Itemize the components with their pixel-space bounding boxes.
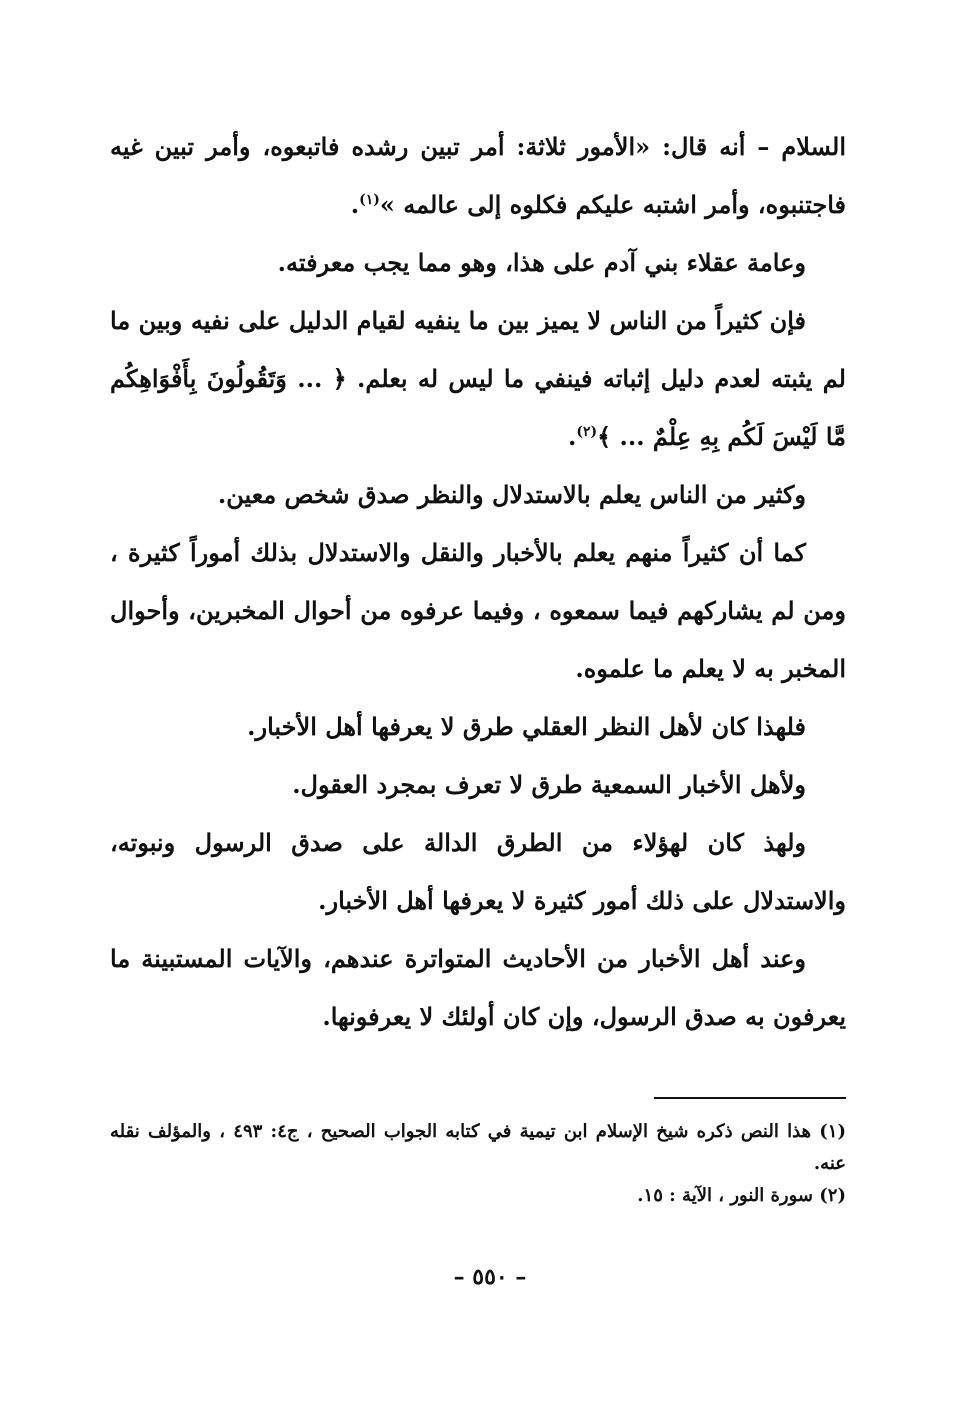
paragraph-text: فلهذا كان لأهل النظر العقلي طرق لا يعرفها أهل الأخبار. bbox=[247, 712, 806, 741]
paragraph bbox=[110, 698, 846, 756]
paragraph bbox=[110, 118, 846, 234]
paragraph-tail: . bbox=[567, 422, 577, 451]
paragraph bbox=[110, 234, 846, 292]
paragraph-text: السلام – أنه قال: «الأمور ثلاثة: أمر تبين رشده فاتبعوه، وأمر تبين غيه فاجتنبوه، وأمر اشتبه عليكم فكلوه إلى عالمه » bbox=[110, 132, 846, 219]
paragraph bbox=[110, 930, 846, 1046]
page-number: – ٥٥٠ – bbox=[453, 1264, 527, 1290]
footnote-reference: (١) bbox=[359, 192, 380, 208]
footnote: (١) هذا النص ذكره شيخ الإسلام ابن تيمية في كتابه الجواب الصحيح ، ج٤: ٤٩٣ ، والمؤلف نقله عنه. bbox=[110, 1121, 846, 1174]
paragraph bbox=[110, 814, 846, 930]
paragraph-text: كما أن كثيراً منهم يعلم بالأخبار والنقل والاستدلال بذلك أموراً كثيرة ، ومن لم يشاركهم فيما سمعوه ، وفيما عرفوه من أحوال المخبرين، وأحوال المخبر به لا يعلم ما علموه. bbox=[110, 538, 846, 683]
paragraph-text: وعامة عقلاء بني آدم على هذا، وهو مما يجب معرفته. bbox=[277, 248, 806, 277]
paragraph-text: ولأهل الأخبار السمعية طرق لا تعرف بمجرد العقول. bbox=[292, 770, 806, 799]
paragraph bbox=[110, 524, 846, 698]
paragraph-text: ولهذ كان لهؤلاء من الطرق الدالة على صدق الرسول ونبوته، والاستدلال على ذلك أمور كثيرة لا يعرفها أهل الأخبار. bbox=[110, 828, 846, 915]
paragraph-text: وكثير من الناس يعلم بالاستدلال والنظر صدق شخص معين. bbox=[217, 480, 806, 509]
footnote-reference: (٢) bbox=[576, 424, 598, 440]
footnotes bbox=[110, 1116, 846, 1212]
quran-verse: ﴿ ... وَتَقُولُونَ بِأَفْوَاهِكُم مَّا لَيْسَ لَكُم بِهِ عِلْمٌ ... ﴾ bbox=[110, 364, 846, 451]
footnote: (٢) سورة النور ، الآية : ١٥. bbox=[637, 1185, 846, 1206]
paragraph-text: فإن كثيراً من الناس لا يميز بين ما ينفيه لقيام الدليل على نفيه وبين ما لم يثبته لعدم دليل إثباته فينفي ما ليس له بعلم. bbox=[110, 306, 846, 393]
paragraph bbox=[110, 292, 846, 466]
paragraph bbox=[110, 756, 846, 814]
footnote-divider bbox=[654, 1097, 846, 1099]
paragraph-tail: . bbox=[350, 190, 360, 219]
paragraph bbox=[110, 466, 846, 524]
paragraph-text: وعند أهل الأخبار من الأحاديث المتواترة عندهم، والآيات المستبينة ما يعرفون به صدق الرسول، وإن كان أولئك لا يعرفونها. bbox=[110, 944, 846, 1031]
main-text bbox=[110, 118, 846, 1046]
